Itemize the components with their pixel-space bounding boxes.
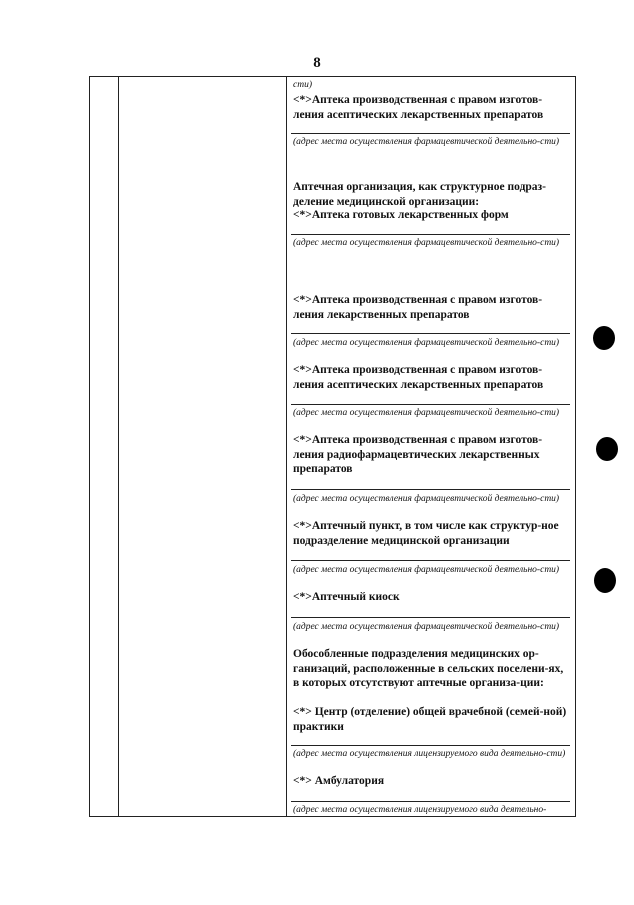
practice-type-item: <*> Центр (отделение) общей врачебной (семей-ной) практики (293, 706, 567, 733)
address-line (291, 404, 570, 405)
pharmacy-type-item: <*>Аптека производственная с правом изготов-ления радиофармацевтических лекарственных препаратов (293, 434, 543, 475)
punch-hole (594, 568, 616, 593)
section-heading: Обособленные подразделения медицинских ор-ганизаций, расположенные в сельских поселени-ях, в которых отсутствуют аптечные организа-ции: (293, 648, 564, 689)
column-divider-1 (118, 77, 119, 816)
pharmacy-type-item: <*>Аптека производственная с правом изготов-ления асептических лекарственных препаратов (293, 364, 544, 391)
address-line (291, 234, 570, 235)
address-caption: (адрес места осуществления фармацевтической деятельно-сти) (293, 408, 560, 418)
pharmacy-type-item: <*>Аптечный пункт, в том числе как структур-ное подразделение медицинской организации (293, 520, 559, 547)
pharmacy-type-item: <*>Аптека готовых лекарственных форм (293, 209, 509, 221)
address-caption: (адрес места осуществления лицензируемого вида деятельно- (293, 805, 547, 815)
address-caption: (адрес места осуществления лицензируемого вида деятельно-сти) (293, 749, 566, 759)
section-heading: Аптечная организация, как структурное подраз-деление медицинской организации: (293, 181, 546, 208)
punch-hole (596, 437, 618, 461)
address-line (291, 745, 570, 746)
address-line (291, 333, 570, 334)
pharmacy-type-item: <*>Аптечный киоск (293, 591, 400, 603)
address-line (291, 133, 570, 134)
address-caption: (адрес места осуществления фармацевтической деятельно-сти) (293, 622, 560, 632)
address-line (291, 801, 570, 802)
address-line (291, 560, 570, 561)
page-number: 8 (313, 55, 321, 71)
address-caption: (адрес места осуществления фармацевтической деятельно-сти) (293, 137, 560, 147)
column-divider-2 (286, 77, 287, 816)
address-caption: (адрес места осуществления фармацевтической деятельно-сти) (293, 494, 560, 504)
address-caption: (адрес места осуществления фармацевтической деятельно-сти) (293, 565, 560, 575)
address-caption: сти) (293, 80, 312, 90)
pharmacy-type-item: <*>Аптека производственная с правом изготов-ления лекарственных препаратов (293, 294, 543, 321)
license-table (89, 76, 576, 817)
address-caption: (адрес места осуществления фармацевтической деятельно-сти) (293, 238, 560, 248)
address-line (291, 489, 570, 490)
punch-hole (593, 326, 615, 350)
pharmacy-type-item: <*>Аптека производственная с правом изготов-ления асептических лекарственных препаратов (293, 94, 544, 121)
address-caption: (адрес места осуществления фармацевтической деятельно-сти) (293, 338, 560, 348)
practice-type-item: <*> Амбулатория (293, 775, 385, 787)
address-line (291, 617, 570, 618)
